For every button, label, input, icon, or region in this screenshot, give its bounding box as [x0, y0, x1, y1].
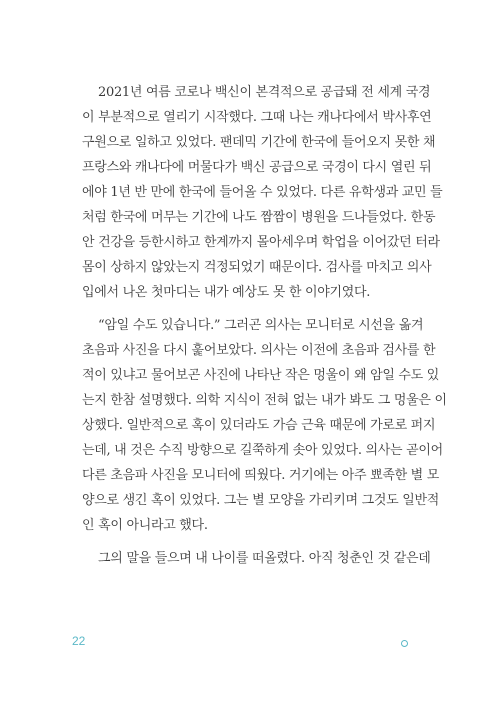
text-line: 는지 한참 설명했다. 의학 지식이 전혀 없는 내가 봐도 그 멍울은 이 — [82, 393, 447, 408]
text-line: 입에서 나온 첫마디는 내가 예상도 못 한 이야기였다. — [82, 285, 371, 300]
text-line: 는데, 내 것은 수직 방향으로 길쭉하게 솟아 있었다. 의사는 곧이어 — [82, 443, 443, 458]
text-line: 적이 있냐고 물어보곤 사진에 나타난 작은 멍울이 왜 암일 수도 있 — [82, 368, 440, 383]
text-line: 다른 초음파 사진을 모니터에 띄웠다. 거기에는 아주 뾰족한 별 모 — [82, 468, 440, 483]
text-line: 프랑스와 캐나다에 머물다가 백신 공급으로 국경이 다시 열린 뒤 — [82, 160, 432, 175]
text-line: 처럼 한국에 머무는 기간에 나도 짬짬이 병원을 드나들었다. 한동 — [82, 210, 436, 225]
circle-ornament-icon — [401, 640, 408, 647]
text-line: 그의 말을 들으며 내 나이를 떠올렸다. 아직 청춘인 것 같은데 — [98, 551, 431, 566]
page-number: 22 — [72, 634, 86, 648]
text-line: 상했다. 일반적으로 혹이 있더라도 가슴 근육 때문에 가로로 퍼지 — [82, 418, 436, 433]
text-line: 초음파 사진을 다시 훑어보았다. 의사는 이전에 초음파 검사를 한 — [82, 343, 436, 358]
text-line: 이 부분적으로 열리기 시작했다. 그때 나는 캐나다에서 박사후연 — [82, 110, 432, 125]
text-line: 인 혹이 아니라고 했다. — [82, 518, 208, 533]
text-line: 에야 1년 반 만에 한국에 들어올 수 있었다. 다른 유학생과 교민 들 — [82, 185, 443, 200]
text-line: “암일 수도 있습니다.” 그러곤 의사는 모니터로 시선을 옮겨 — [98, 318, 424, 333]
text-line: 안 건강을 등한시하고 한계까지 몰아세우며 학업을 이어갔던 터라 — [82, 235, 440, 250]
text-line: 2021년 여름 코로나 백신이 본격적으로 공급돼 전 세계 국경 — [98, 85, 431, 100]
text-line: 몸이 상하지 않았는지 걱정되었기 때문이다. 검사를 마치고 의사 — [82, 260, 432, 275]
text-line: 구원으로 일하고 있었다. 팬데믹 기간에 한국에 들어오지 못한 채 — [82, 135, 436, 150]
text-line: 양으로 생긴 혹이 있었다. 그는 별 모양을 가리키며 그것도 일반적 — [82, 493, 440, 508]
